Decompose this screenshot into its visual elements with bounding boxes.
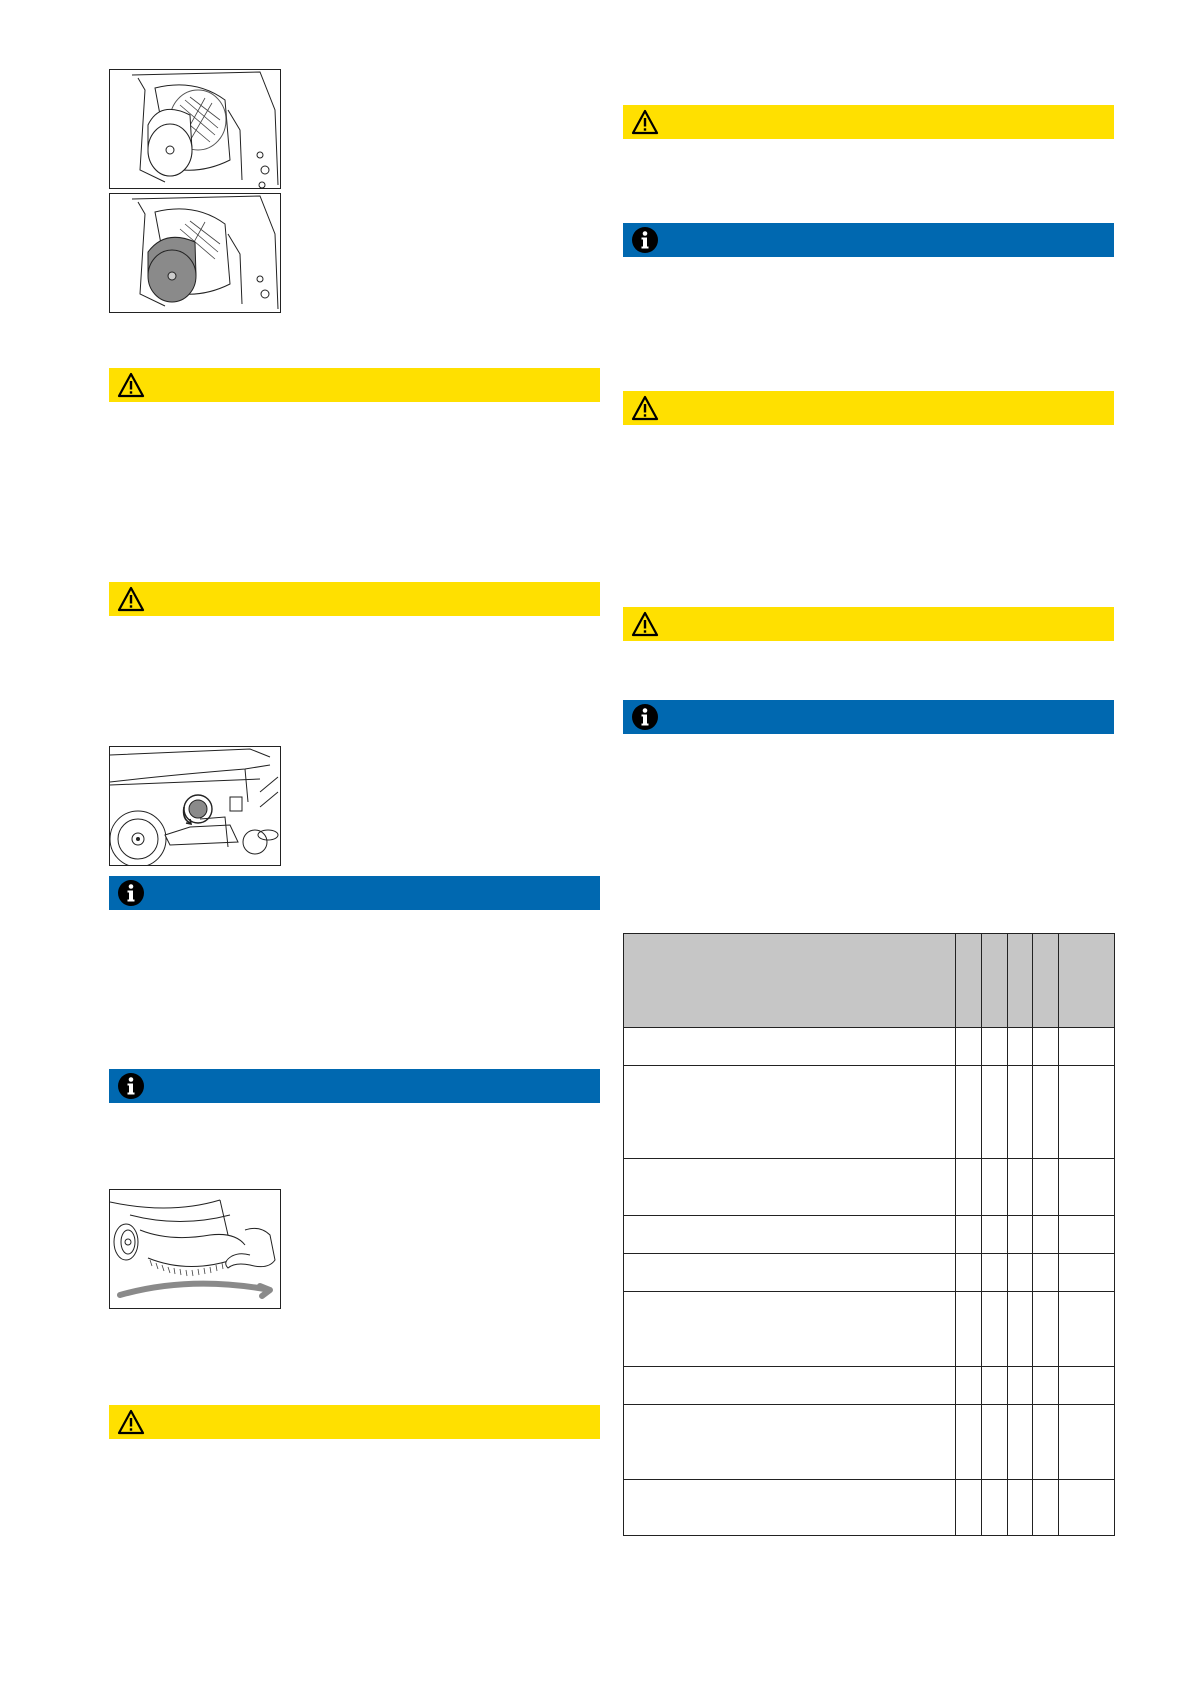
table-header-cell [1008,934,1033,1028]
table-cell [1033,1159,1059,1216]
table-cell [956,1066,982,1159]
table-row [624,1367,1115,1405]
table-cell [1059,1405,1115,1480]
table-row [624,1405,1115,1480]
table-cell [1059,1254,1115,1292]
table-cell [1008,1405,1033,1480]
warning-triangle-icon [117,371,145,399]
table-cell [1033,1405,1059,1480]
table-cell [956,1216,982,1254]
table-cell [982,1367,1008,1405]
warning-notice-bar [623,391,1114,425]
brush-rotation-figure [109,1189,281,1309]
info-icon [631,226,659,254]
table-cell [956,1292,982,1367]
warning-triangle-icon [631,108,659,136]
motor-filter-figure-2 [109,193,281,313]
table-row [624,1480,1115,1536]
warning-notice-bar [623,105,1114,139]
table-cell [982,1028,1008,1066]
table-cell [982,1254,1008,1292]
table-row [624,1066,1115,1159]
table-cell [1059,1292,1115,1367]
table-cell [1033,1367,1059,1405]
table-cell [624,1216,956,1254]
table-cell [956,1159,982,1216]
brush-deck-knob-illustration [110,747,280,865]
table-cell [1033,1254,1059,1292]
warning-triangle-icon [631,394,659,422]
table-cell [624,1254,956,1292]
table-cell [1008,1216,1033,1254]
table-header-cell [956,934,982,1028]
table-cell [1008,1480,1033,1536]
warning-notice-bar [109,1405,600,1439]
table-cell [624,1405,956,1480]
maintenance-table [623,933,1115,1536]
info-icon [117,1072,145,1100]
table-cell [956,1367,982,1405]
table-cell [1008,1028,1033,1066]
table-cell [982,1292,1008,1367]
table-cell [1059,1028,1115,1066]
info-notice-bar [109,876,600,910]
table-row [624,1028,1115,1066]
table-header-cell [982,934,1008,1028]
table-cell [1033,1292,1059,1367]
table-cell [982,1405,1008,1480]
table-cell [982,1480,1008,1536]
table-cell [982,1066,1008,1159]
table-header-cell [1033,934,1059,1028]
info-notice-bar [623,223,1114,257]
table-cell [1059,1216,1115,1254]
table-cell [624,1292,956,1367]
table-cell [1033,1216,1059,1254]
table-cell [1059,1066,1115,1159]
warning-notice-bar [623,607,1114,641]
table-cell [956,1405,982,1480]
table-cell [1008,1159,1033,1216]
vacuum-motor-filter-illustration [110,70,280,188]
table-header-row [624,934,1115,1028]
table-cell [956,1028,982,1066]
warning-notice-bar [109,582,600,616]
table-cell [1033,1480,1059,1536]
table-cell [624,1066,956,1159]
info-icon [117,879,145,907]
table-cell [1033,1028,1059,1066]
table-row [624,1292,1115,1367]
table-cell [982,1159,1008,1216]
warning-triangle-icon [117,1408,145,1436]
info-notice-bar [623,700,1114,734]
warning-notice-bar [109,368,600,402]
table-cell [1059,1159,1115,1216]
vacuum-motor-filter-installed-illustration [110,194,280,312]
motor-filter-figure-1 [109,69,281,189]
table-cell [1059,1480,1115,1536]
table-cell [1008,1254,1033,1292]
table-cell [624,1480,956,1536]
table-row [624,1216,1115,1254]
table-cell [982,1216,1008,1254]
warning-triangle-icon [117,585,145,613]
table-cell [1008,1066,1033,1159]
warning-triangle-icon [631,610,659,638]
table-cell [624,1159,956,1216]
table-cell [1059,1367,1115,1405]
table-row [624,1159,1115,1216]
table-cell [956,1254,982,1292]
table-cell [1033,1066,1059,1159]
table-row [624,1254,1115,1292]
table-header-cell [624,934,956,1028]
info-icon [631,703,659,731]
table-cell [624,1028,956,1066]
table-cell [624,1367,956,1405]
table-cell [1008,1292,1033,1367]
brush-rotation-illustration [110,1190,280,1308]
table-cell [956,1480,982,1536]
table-cell [1008,1367,1033,1405]
table-header-cell [1059,934,1115,1028]
brush-deck-knob-figure [109,746,281,866]
info-notice-bar [109,1069,600,1103]
